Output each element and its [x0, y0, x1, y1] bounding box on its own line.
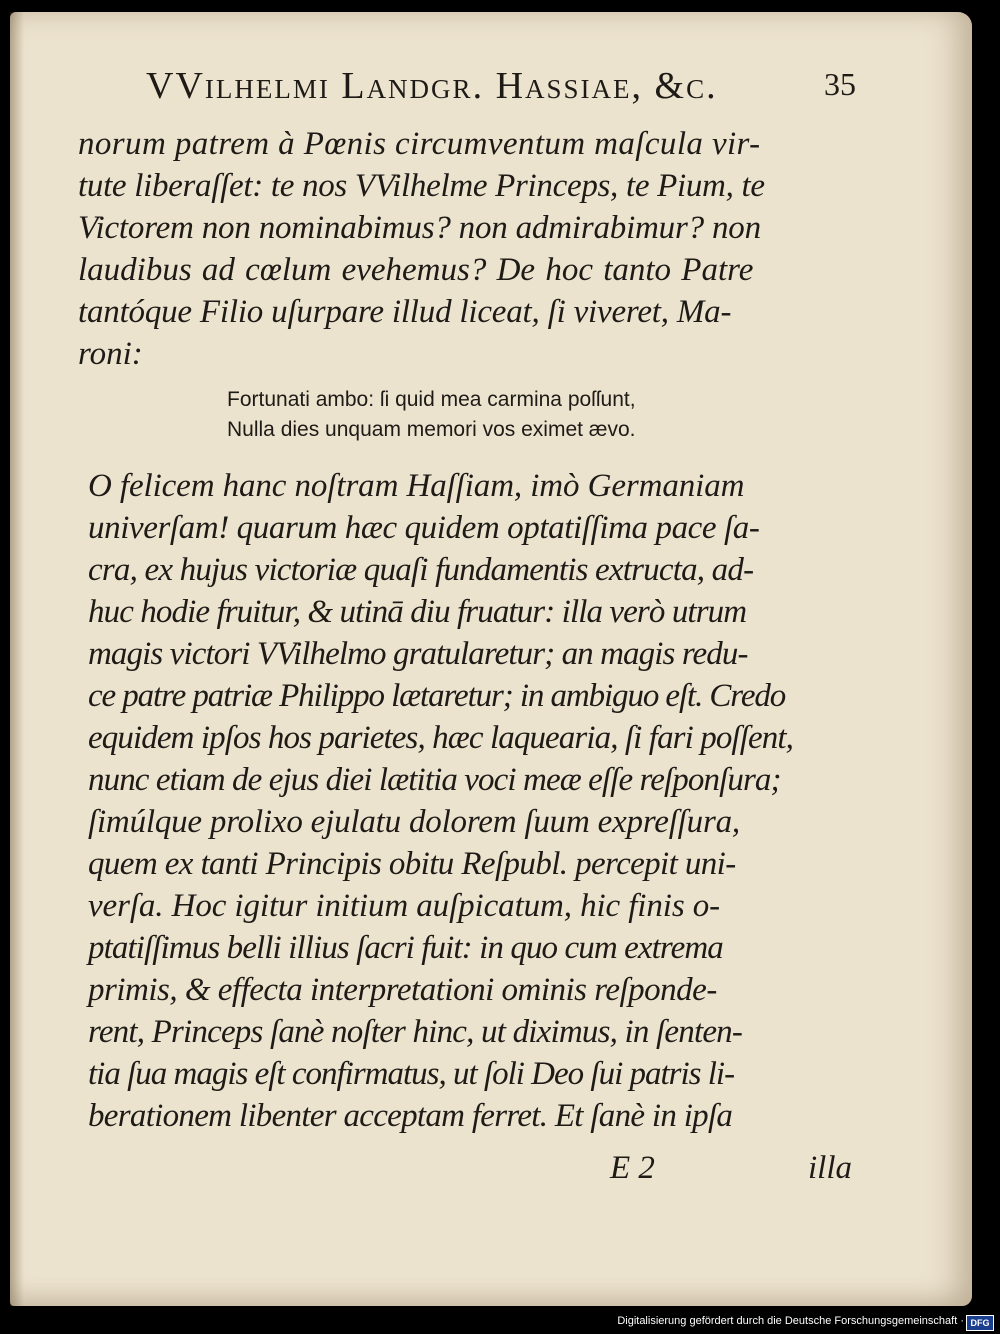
text-line: norum patrem à Pœnis circumventum maſcula vir-	[78, 126, 761, 162]
text-line: ſimúlque prolixo ejulatu dolorem ſuum expreſſura,	[88, 804, 740, 840]
text-line: nunc etiam de ejus diei lætitia voci meæ eſſe reſponſura;	[88, 762, 781, 798]
verse-line: Nulla dies unquam memori vos eximet ævo.	[227, 418, 636, 441]
catchword: illa	[808, 1150, 853, 1186]
page-gutter-shadow	[10, 12, 24, 1306]
text-line: ptatiſſimus belli illius ſacri fuit: in quo cum extrema	[88, 930, 723, 966]
credit-bar	[0, 1312, 1000, 1334]
text-line: cra, ex hujus victoriæ quaſi fundamentis extructa, ad-	[88, 552, 754, 588]
digitization-credit: Digitalisierung gefördert durch die Deutsche Forschungsgemeinschaft ·	[617, 1315, 964, 1327]
text-line: tute liberaſſet: te nos VVilhelme Princeps, te Pium, te	[78, 168, 765, 204]
text-line: huc hodie fruitur, & utinā diu fruatur: illa verò utrum	[88, 594, 747, 630]
text-line: verſa. Hoc igitur initium auſpicatum, hic finis o-	[88, 888, 721, 924]
text-line: Victorem non nominabimus? non admirabimur? non	[78, 210, 761, 246]
running-header	[146, 64, 856, 114]
text-line: tantóque Filio uſurpare illud liceat, ſi viveret, Ma-	[78, 294, 732, 330]
text-line: ce patre patriæ Philippo lætaretur; in ambiguo eſt. Credo	[88, 678, 786, 714]
text-line: primis, & effecta interpretationi ominis reſponde-	[88, 972, 717, 1008]
verse-line: Fortunati ambo: ſi quid mea carmina poſſunt,	[227, 388, 636, 411]
text-line: laudibus ad cœlum evehemus? De hoc tanto Patre	[78, 252, 754, 288]
dfg-logo-icon: DFG	[966, 1315, 994, 1331]
text-line: quem ex tanti Principis obitu Reſpubl. percepit uni-	[88, 846, 736, 882]
text-line: O felicem hanc noſtram Haſſiam, imò Germaniam	[88, 468, 745, 504]
text-line: tia ſua magis eſt confirmatus, ut ſoli Deo ſui patris li-	[88, 1056, 735, 1092]
text-line: magis victori VVilhelmo gratularetur; an magis redu-	[88, 636, 748, 672]
text-line: roni:	[78, 336, 143, 372]
text-line: rent, Princeps ſanè noſter hinc, ut diximus, in ſenten-	[88, 1014, 743, 1050]
text-line: univerſam! quarum hæc quidem optatiſſima pace ſa-	[88, 510, 760, 546]
text-line: equidem ipſos hos parietes, hæc laquearia, ſi fari poſſent,	[88, 720, 793, 756]
signature-mark: E 2	[610, 1150, 655, 1186]
text-line: berationem libenter acceptam ferret. Et ſanè in ipſa	[88, 1098, 733, 1134]
running-head-title: VVilhelmi Landgr. Hassiae, &c.	[146, 65, 718, 107]
page-number: 35	[824, 66, 856, 102]
